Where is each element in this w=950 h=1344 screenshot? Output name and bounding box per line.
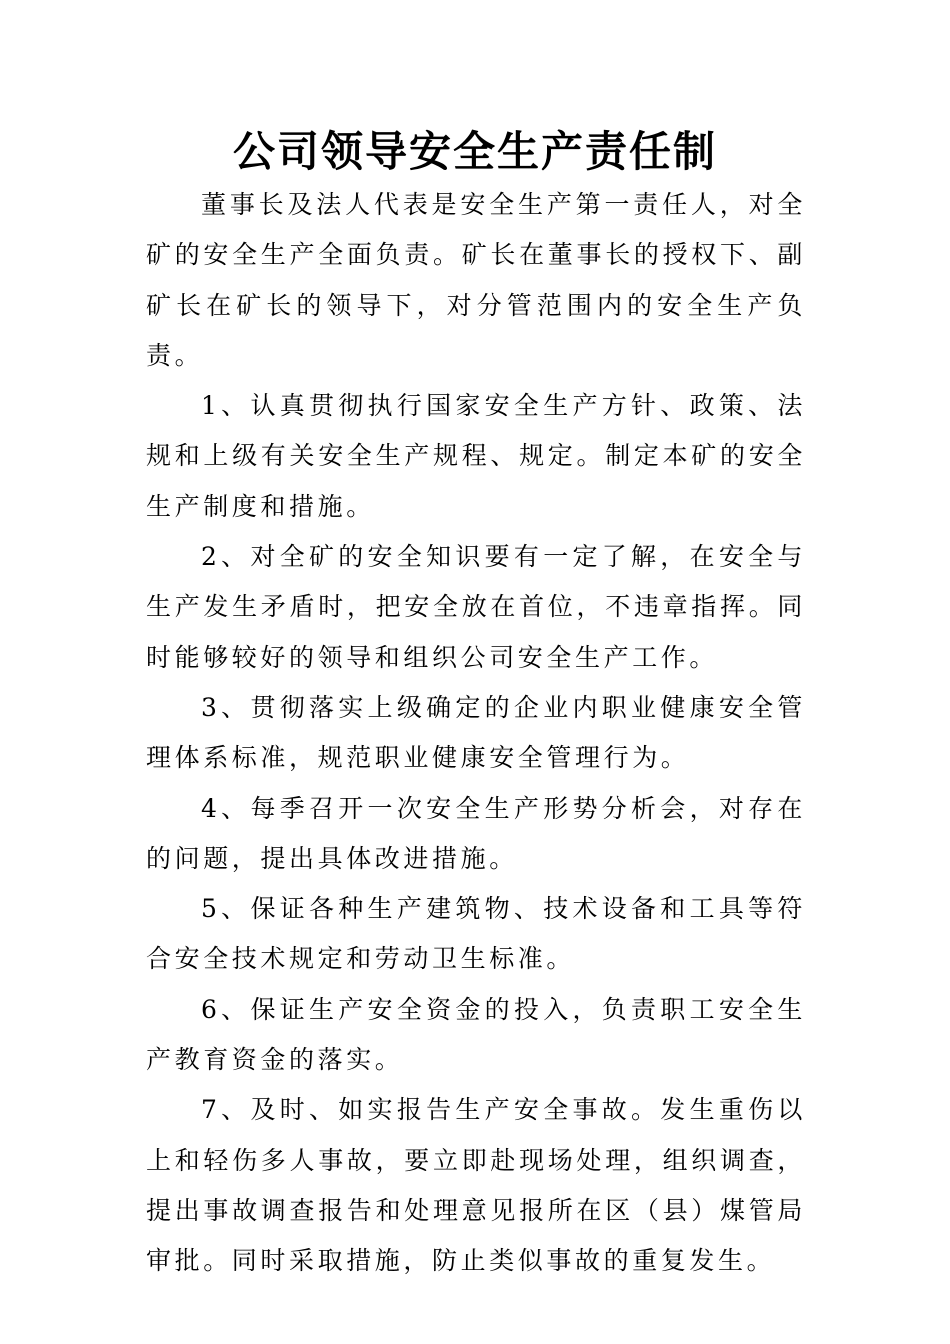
paragraph-item-7: 7、及时、如实报告生产安全事故。发生重伤以上和轻伤多人事故，要立即赴现场处理，组织调查，提出事故调查报告和处理意见报所在区（县）煤管局审批。同时采取措施，防止类似事故的重复发生。 xyxy=(146,1095,806,1276)
paragraph-item-1: 1、认真贯彻执行国家安全生产方针、政策、法规和上级有关安全生产规程、规定。制定本矿的安全生产制度和措施。 xyxy=(146,391,806,521)
paragraph-item-5: 5、保证各种生产建筑物、技术设备和工具等符合安全技术规定和劳动卫生标准。 xyxy=(146,894,806,974)
paragraph-item-6: 6、保证生产安全资金的投入，负责职工安全生产教育资金的落实。 xyxy=(146,994,806,1075)
paragraph-item-4: 4、每季召开一次安全生产形势分析会，对存在的问题，提出具体改进措施。 xyxy=(146,793,806,873)
document-title: 公司领导安全生产责任制 xyxy=(232,127,717,176)
document-body xyxy=(146,180,806,1287)
paragraph-intro: 董事长及法人代表是安全生产第一责任人，对全矿的安全生产全面负责。矿长在董事长的授权下、副矿长在矿长的领导下，对分管范围内的安全生产负责。 xyxy=(146,190,806,370)
paragraph-item-2: 2、对全矿的安全知识要有一定了解，在安全与生产发生矛盾时，把安全放在首位，不违章指挥。同时能够较好的领导和组织公司安全生产工作。 xyxy=(146,542,806,672)
paragraph-item-3: 3、贯彻落实上级确定的企业内职业健康安全管理体系标准，规范职业健康安全管理行为。 xyxy=(146,692,806,773)
